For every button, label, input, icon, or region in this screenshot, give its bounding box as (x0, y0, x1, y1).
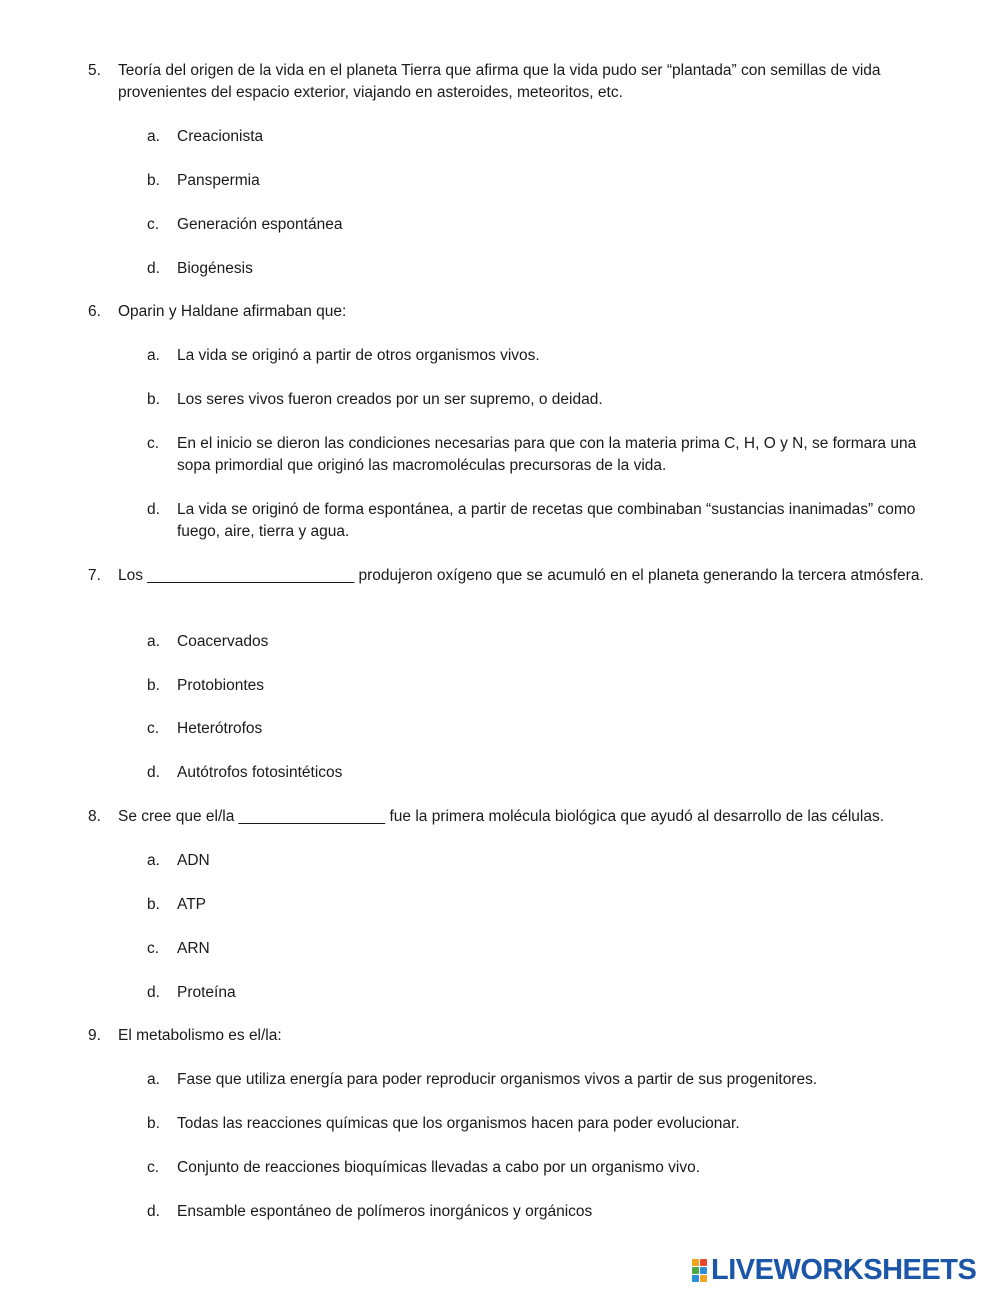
q8-option-c[interactable] (147, 938, 937, 960)
q6-option-d[interactable] (147, 499, 937, 543)
option-letter: a. (147, 852, 160, 869)
question-text: Se cree que el/la _________________ fue la primera molécula biológica que ayudó al desarrollo de las células. (118, 808, 885, 825)
option-letter: d. (147, 501, 160, 518)
option-letter: b. (147, 172, 160, 189)
q9-option-d[interactable] (147, 1201, 937, 1223)
option-letter: c. (147, 435, 160, 452)
option-text: Ensamble espontáneo de polímeros inorgánicos y orgánicos (177, 1203, 593, 1220)
q9-option-a[interactable] (147, 1069, 937, 1091)
question-text: Teoría del origen de la vida en el planeta Tierra que afirma que la vida pudo ser “plantada” con semillas de vida provenientes del espacio exterior, viajando en asteroides, meteoritos, etc. (118, 62, 881, 101)
option-text: ATP (177, 896, 206, 913)
q8-option-d[interactable] (147, 982, 937, 1004)
logo-text: LIVEWORKSHEETS (711, 1254, 977, 1286)
q9-option-b[interactable] (147, 1113, 937, 1135)
question-number: 8. (88, 808, 101, 825)
q5-option-a[interactable] (147, 126, 937, 148)
option-letter: c. (147, 720, 160, 737)
option-letter: d. (147, 260, 160, 277)
q7-option-c[interactable] (147, 718, 937, 740)
question-number: 6. (88, 303, 101, 320)
q5-option-c[interactable] (147, 214, 937, 236)
q7-option-b[interactable] (147, 675, 937, 697)
option-text: La vida se originó a partir de otros organismos vivos. (177, 347, 540, 364)
question-7 (88, 565, 938, 587)
option-text: ADN (177, 852, 210, 869)
q6-option-a[interactable] (147, 345, 937, 367)
option-text: Proteína (177, 984, 236, 1001)
q6-option-c[interactable] (147, 433, 937, 477)
option-text: Generación espontánea (177, 216, 343, 233)
question-6 (88, 301, 938, 323)
q7-option-a[interactable] (147, 631, 937, 653)
option-text: Fase que utiliza energía para poder reproducir organismos vivos a partir de sus progenitores. (177, 1071, 818, 1088)
question-text: Oparin y Haldane afirmaban que: (118, 303, 347, 320)
option-text: La vida se originó de forma espontánea, a partir de recetas que combinaban “sustancias inanimadas” como fuego, aire, tierra y agua. (177, 501, 916, 540)
question-text: Los ________________________ produjeron oxígeno que se acumuló en el planeta generando la tercera atmósfera. (118, 567, 924, 584)
option-letter: b. (147, 391, 160, 408)
option-letter: c. (147, 1159, 160, 1176)
q6-option-b[interactable] (147, 389, 937, 411)
option-text: Biogénesis (177, 260, 253, 277)
option-text: Los seres vivos fueron creados por un ser supremo, o deidad. (177, 391, 603, 408)
option-text: Panspermia (177, 172, 260, 189)
liveworksheets-logo (692, 1255, 976, 1285)
option-letter: a. (147, 128, 160, 145)
option-letter: d. (147, 764, 160, 781)
option-letter: a. (147, 347, 160, 364)
logo-mark-icon (692, 1259, 707, 1282)
q7-option-d[interactable] (147, 762, 937, 784)
question-number: 5. (88, 62, 101, 79)
option-text: En el inicio se dieron las condiciones necesarias para que con la materia prima C, H, O y N, se formara una sopa primordial que originó las macromoléculas precursoras de la vida. (177, 435, 917, 474)
option-letter: a. (147, 1071, 160, 1088)
question-9 (88, 1025, 938, 1047)
option-letter: d. (147, 1203, 160, 1220)
option-text: Autótrofos fotosintéticos (177, 764, 343, 781)
q9-option-c[interactable] (147, 1157, 937, 1179)
option-letter: d. (147, 984, 160, 1001)
q8-option-a[interactable] (147, 850, 937, 872)
q5-option-d[interactable] (147, 258, 937, 280)
option-text: Todas las reacciones químicas que los organismos hacen para poder evolucionar. (177, 1115, 740, 1132)
option-text: Creacionista (177, 128, 264, 145)
option-letter: b. (147, 896, 160, 913)
option-letter: a. (147, 633, 160, 650)
option-letter: b. (147, 1115, 160, 1132)
question-number: 9. (88, 1027, 101, 1044)
option-text: Protobiontes (177, 677, 265, 694)
question-text: El metabolismo es el/la: (118, 1027, 282, 1044)
option-text: Heterótrofos (177, 720, 263, 737)
option-letter: b. (147, 677, 160, 694)
question-number: 7. (88, 567, 101, 584)
option-text: Coacervados (177, 633, 269, 650)
option-text: Conjunto de reacciones bioquímicas llevadas a cabo por un organismo vivo. (177, 1159, 700, 1176)
option-letter: c. (147, 216, 160, 233)
option-text: ARN (177, 940, 210, 957)
q8-option-b[interactable] (147, 894, 937, 916)
question-5 (88, 60, 938, 104)
question-8 (88, 806, 968, 828)
q5-option-b[interactable] (147, 170, 937, 192)
option-letter: c. (147, 940, 160, 957)
